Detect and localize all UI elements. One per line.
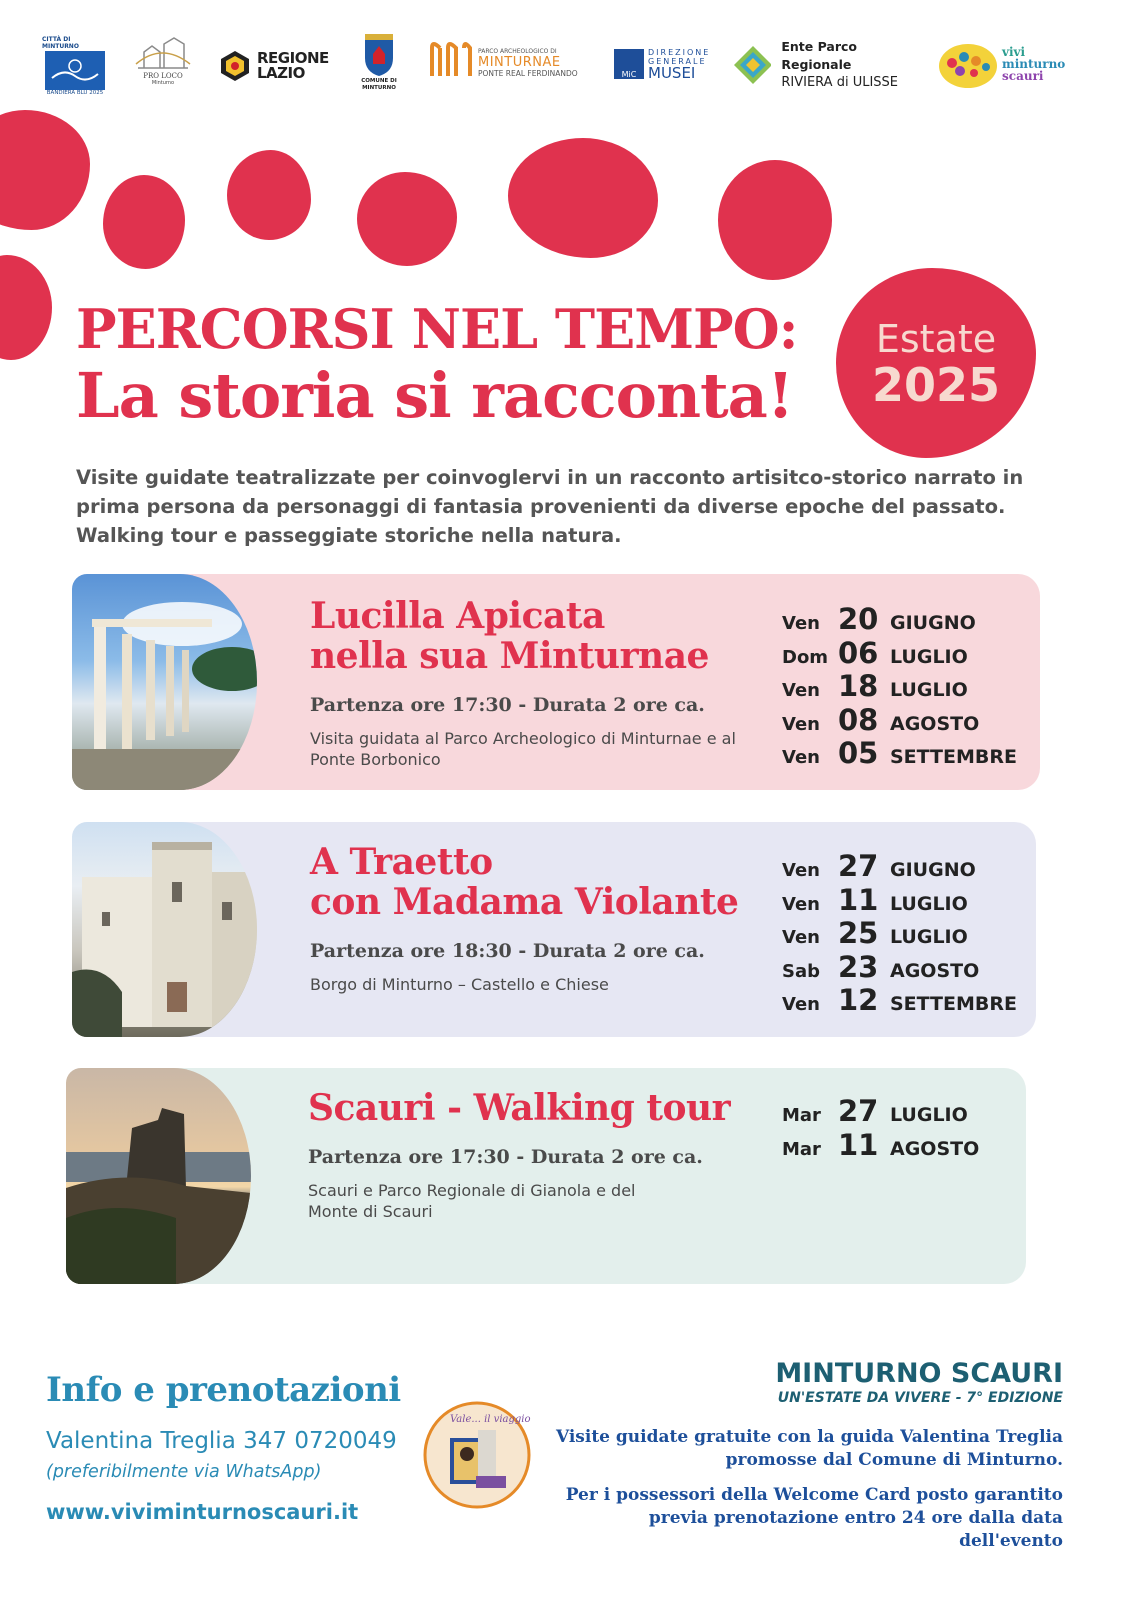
date-number: 12 xyxy=(838,983,879,1018)
date-month: LUGLIO xyxy=(890,679,968,702)
date-month: LUGLIO xyxy=(890,892,968,915)
title-line-1: PERCORSI NEL TEMPO: xyxy=(76,297,798,361)
vivi-line1: vivi xyxy=(1002,45,1026,59)
tour-title-line2: con Madama Violante xyxy=(310,881,739,923)
date-weekday: Ven xyxy=(782,927,820,949)
castle-photo xyxy=(72,822,257,1037)
vale-il-viaggio-logo xyxy=(420,1400,535,1510)
musei-line3: MUSEI xyxy=(648,63,696,82)
date-weekday: Sab xyxy=(782,960,820,982)
minturno-scauri-brand: MINTURNO SCAURI xyxy=(775,1358,1063,1389)
bandiera-blu-logo xyxy=(42,36,108,96)
date-month: AGOSTO xyxy=(890,712,980,735)
tour-title-line2: nella sua Minturnae xyxy=(310,635,709,677)
date-number: 23 xyxy=(838,949,879,984)
regione-line2: LAZIO xyxy=(257,64,305,82)
date-number: 11 xyxy=(838,882,879,917)
tour-dates xyxy=(782,602,1017,770)
poster-title xyxy=(76,298,798,432)
date-weekday: Ven xyxy=(782,994,820,1016)
date-row xyxy=(782,669,1017,703)
tour-departure: Partenza ore 18:30 - Durata 2 ore ca. xyxy=(310,940,705,962)
date-weekday: Dom xyxy=(782,646,829,668)
tour-card-traetto xyxy=(72,822,1036,1037)
date-weekday: Ven xyxy=(782,893,820,915)
ruins-photo xyxy=(72,574,257,790)
date-number: 20 xyxy=(838,602,879,636)
ente-parco-line2: RIVIERA di ULISSE xyxy=(781,75,899,90)
ente-parco-line1: Ente Parco Regionale xyxy=(781,39,858,72)
bandiera-blu-top: CITTÀ DI MINTURNO xyxy=(42,36,79,50)
date-row xyxy=(782,983,1017,1017)
date-month: LUGLIO xyxy=(890,1104,968,1126)
decorative-blob xyxy=(227,150,311,240)
date-number: 27 xyxy=(838,1094,879,1128)
tour-title-line1: A Traetto xyxy=(310,841,493,883)
date-number: 27 xyxy=(838,849,879,883)
parco-line1: PARCO ARCHEOLOGICO DI xyxy=(478,47,557,55)
season-badge xyxy=(836,268,1036,458)
season-year: 2025 xyxy=(871,358,1001,412)
tour-description: Scauri e Parco Regionale di Gianola e del Monte di Scauri xyxy=(308,1181,636,1221)
vivi-minturno-scauri-logo xyxy=(938,38,1068,90)
tower-illustration xyxy=(66,1068,251,1284)
tour-title xyxy=(308,1088,730,1128)
decorative-blob xyxy=(718,160,832,280)
tour-title xyxy=(310,596,709,676)
mic-badge: MiC xyxy=(614,49,644,79)
colonnade-illustration xyxy=(72,574,257,790)
musei-logo xyxy=(614,44,714,84)
info-title: Info e prenotazioni xyxy=(46,1370,401,1410)
tour-departure: Partenza ore 17:30 - Durata 2 ore ca. xyxy=(308,1146,703,1168)
columns-icon xyxy=(426,42,474,82)
decorative-blob xyxy=(508,138,658,258)
castle-icon xyxy=(134,34,192,72)
comune-line2: MINTURNO xyxy=(362,85,396,91)
decorative-blob xyxy=(0,255,52,360)
proloco-logo xyxy=(132,34,194,98)
tour-card-lucilla xyxy=(72,574,1040,790)
edition-tagline: UN'ESTATE DA VIVERE - 7° EDIZIONE xyxy=(777,1390,1063,1406)
tower-photo xyxy=(66,1068,251,1284)
date-row xyxy=(782,849,1017,883)
musei-line1: DIREZIONE xyxy=(648,47,711,57)
date-weekday: Ven xyxy=(782,860,820,881)
blue-flag-icon xyxy=(44,50,106,90)
date-weekday: Ven xyxy=(782,680,820,702)
tour-dates xyxy=(782,1094,979,1161)
date-weekday: Mar xyxy=(782,1138,821,1160)
tour-departure: Partenza ore 17:30 - Durata 2 ore ca. xyxy=(310,694,705,716)
date-number: 06 xyxy=(838,635,879,670)
comune-line1: COMUNE DI xyxy=(361,78,397,84)
date-number: 25 xyxy=(838,916,879,951)
tour-card-scauri xyxy=(66,1068,1026,1284)
tour-description: Borgo di Minturno – Castello e Chiese xyxy=(310,975,609,994)
tour-title xyxy=(310,842,738,922)
regione-emblem-icon xyxy=(218,49,252,83)
info-preference: (preferibilmente via WhatsApp) xyxy=(46,1462,322,1482)
comune-logo xyxy=(354,32,404,102)
date-row xyxy=(782,950,1017,984)
date-weekday: Ven xyxy=(782,747,820,769)
welcome-card-note: Per i possessori della Welcome Card posto garantito previa prenotazione entro 24 ore dalla data dell'evento xyxy=(565,1485,1063,1551)
regione-line1: REGIONE xyxy=(257,49,329,67)
musei-line2: GENERALE xyxy=(648,56,707,66)
date-month: GIUGNO xyxy=(890,859,976,881)
decorative-blob xyxy=(0,110,90,230)
vivi-line3: scauri xyxy=(1002,69,1044,83)
badge-text: Vale... il viaggio xyxy=(450,1414,531,1425)
date-row xyxy=(782,703,1017,737)
date-month: AGOSTO xyxy=(890,959,980,982)
date-number: 08 xyxy=(838,702,879,737)
date-row xyxy=(782,602,1017,636)
date-month: AGOSTO xyxy=(890,1137,980,1160)
proloco-name: PRO LOCO xyxy=(143,72,183,80)
bandiera-blu-bottom: BANDIERA BLU 2025 xyxy=(46,90,104,96)
intro-text: Visite guidate teatralizzate per coinvoglervi in un racconto artisitco-storico narrato in prima persona da personaggi di fantasia provenienti da diverse epoche del passato. Walking tour e passeggiate storiche nella natura. xyxy=(76,466,1024,547)
coat-of-arms-icon xyxy=(361,32,397,78)
free-tours-note: Visite guidate gratuite con la guida Valentina Treglia promosse dal Comune di Minturno. xyxy=(555,1427,1063,1470)
date-weekday: Ven xyxy=(782,713,820,735)
castle-illustration xyxy=(72,822,257,1037)
tour-description: Visita guidata al Parco Archeologico di Minturnae e al Ponte Borbonico xyxy=(310,729,736,769)
tour-dates xyxy=(782,849,1017,1017)
title-line-2: La storia si racconta! xyxy=(76,359,794,432)
date-weekday: Ven xyxy=(782,613,820,634)
date-month: LUGLIO xyxy=(890,926,968,949)
decorative-blob xyxy=(103,175,185,269)
decorative-blob xyxy=(357,172,457,266)
parco-line2: MINTURNAE xyxy=(478,54,561,70)
vivi-line2: minturno xyxy=(1002,57,1066,71)
date-row xyxy=(782,916,1017,950)
date-number: 05 xyxy=(838,736,879,771)
diamond-leaf-icon xyxy=(732,44,771,86)
date-month: SETTEMBRE xyxy=(890,993,1017,1016)
date-row xyxy=(782,1094,979,1128)
date-row xyxy=(782,1128,979,1162)
date-month: GIUGNO xyxy=(890,612,976,634)
tour-title-line1: Scauri - Walking tour xyxy=(308,1087,731,1129)
date-weekday: Mar xyxy=(782,1105,821,1126)
date-number: 11 xyxy=(838,1127,879,1162)
date-row xyxy=(782,883,1017,917)
ente-parco-logo xyxy=(732,39,922,90)
partner-logos xyxy=(38,30,1098,110)
date-number: 18 xyxy=(838,669,879,704)
website-link[interactable]: www.viviminturnoscauri.it xyxy=(46,1500,359,1524)
proloco-place: Minturno xyxy=(151,80,175,86)
parco-archeologico-logo xyxy=(426,40,596,84)
info-contact: Valentina Treglia 347 0720049 xyxy=(46,1428,397,1454)
date-row xyxy=(782,736,1017,770)
date-month: LUGLIO xyxy=(890,645,968,668)
parco-line3: PONTE REAL FERDINANDO xyxy=(478,68,578,78)
date-row xyxy=(782,636,1017,670)
dots-cluster-icon xyxy=(938,39,1000,89)
season-label: Estate xyxy=(875,317,997,361)
date-month: SETTEMBRE xyxy=(890,746,1017,769)
regione-lazio-logo xyxy=(218,48,336,84)
tour-title-line1: Lucilla Apicata xyxy=(310,595,605,637)
